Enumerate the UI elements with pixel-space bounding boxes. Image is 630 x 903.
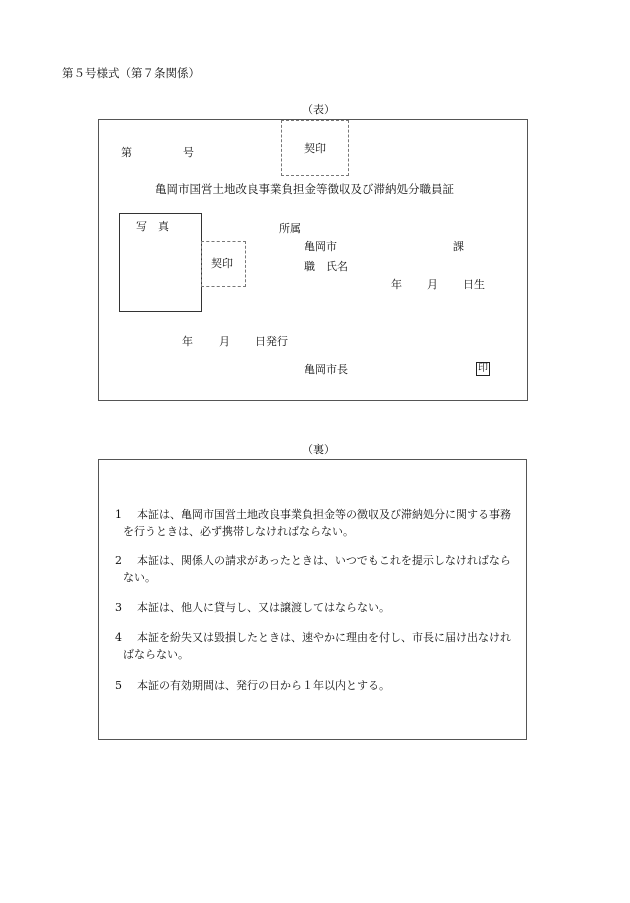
seal-side-label: 契印	[211, 257, 233, 270]
issuer-name: 亀岡市長	[304, 363, 348, 376]
note-number: 3	[115, 601, 122, 614]
note-text: 本証の有効期間は、発行の日から１年以内とする。	[137, 679, 390, 692]
card-title: 亀岡市国営土地改良事業負担金等徴収及び滞納処分職員証	[155, 182, 454, 196]
note-text: 本証は、関係人の請求があったときは、いつでもこれを提示しなければならない。	[123, 554, 511, 584]
issue-year: 年	[182, 335, 193, 348]
job-name-label: 職 氏名	[304, 260, 348, 273]
note-number: 4	[115, 631, 122, 644]
affiliation-label: 所属	[279, 222, 301, 235]
birth-month: 月	[427, 278, 438, 291]
note-text: 本証は、亀岡市国営土地改良事業負担金等の徴収及び滞納処分に関する事務を行うときは、必ず携帯しなければならない。	[123, 508, 511, 538]
back-label: （裏）	[302, 443, 335, 456]
id-card-back	[98, 459, 527, 740]
front-label: （表）	[302, 103, 335, 116]
issue-month: 月	[219, 335, 230, 348]
issuer-seal-mark: 印	[478, 363, 488, 374]
note-item	[115, 677, 513, 694]
seal-box-top	[281, 120, 349, 176]
note-item	[115, 599, 513, 616]
note-number: 2	[115, 554, 122, 567]
section-suffix: 課	[453, 240, 464, 253]
birth-year: 年	[391, 278, 402, 291]
seal-box-side	[201, 241, 246, 287]
note-text: 本証を紛失又は毀損したときは、速やかに理由を付し、市長に届け出なければならない。	[123, 631, 511, 661]
note-item	[115, 506, 513, 540]
id-card-front	[98, 119, 528, 401]
photo-box	[119, 213, 202, 312]
form-header: 第５号様式（第７条関係）	[62, 66, 200, 80]
issue-day: 日発行	[255, 335, 288, 348]
note-item	[115, 629, 513, 663]
photo-label: 写 真	[136, 220, 169, 233]
city-name: 亀岡市	[304, 240, 337, 253]
number-prefix: 第	[121, 146, 132, 159]
note-item	[115, 552, 513, 586]
note-number: 5	[115, 679, 122, 692]
birth-day: 日生	[463, 278, 485, 291]
note-text: 本証は、他人に貸与し、又は譲渡してはならない。	[137, 601, 390, 614]
number-suffix: 号	[183, 146, 194, 159]
note-number: 1	[115, 508, 122, 521]
seal-top-label: 契印	[304, 142, 326, 155]
